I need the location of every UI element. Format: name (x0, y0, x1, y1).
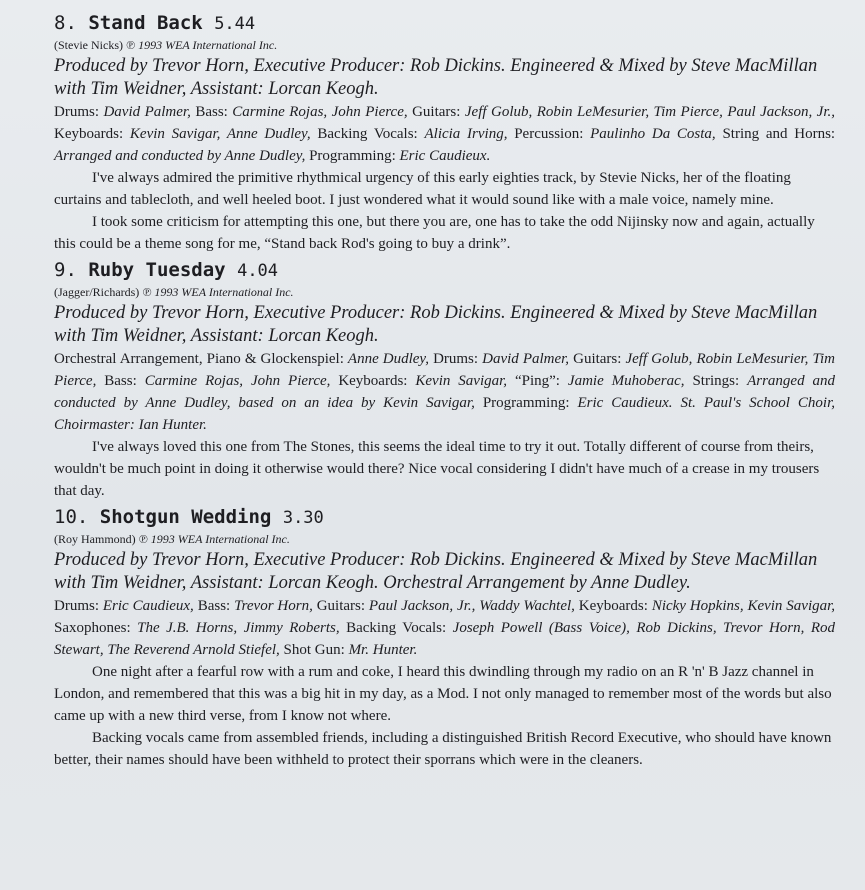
songwriter-credit (54, 531, 835, 548)
credit-name: Eric Caudieux. (399, 148, 491, 164)
track-heading (54, 504, 835, 531)
credit-role: Programming: (309, 148, 396, 164)
commentary-paragraph: Backing vocals came from assembled friends, including a distinguished British Record Executive, who should have known better, their names should have been withheld to protect their sporrans which were in the cleaners. (54, 730, 832, 768)
copyright-line: ℗ 1993 WEA International Inc. (142, 285, 294, 299)
credit-role: Backing Vocals: (317, 126, 418, 142)
musician-credits (54, 595, 835, 661)
credit-role: Orchestral Arrangement, Piano & Glockenspiel: (54, 351, 344, 367)
track-9 (54, 257, 835, 502)
production-credit: Produced by Trevor Horn, Executive Producer: Rob Dickins. Engineered & Mixed by Steve MacMillan with Tim Weidner, Assistant: Lorcan Keogh. (54, 303, 818, 346)
credit-name: Mr. Hunter. (348, 642, 418, 658)
credit-name: Arranged and conducted by Anne Dudley, based on an idea by Kevin Savigar, (54, 373, 835, 411)
production-credit: Produced by Trevor Horn, Executive Producer: Rob Dickins. Engineered & Mixed by Steve MacMillan with Tim Weidner, Assistant: Lorcan Keogh. (54, 56, 818, 99)
credit-name: Kevin Savigar, (415, 373, 508, 389)
credit-name: Anne Dudley, (347, 351, 430, 367)
track-heading (54, 10, 835, 37)
credit-name: Jeff Golub, Robin LeMesurier, Tim Pierce, Paul Jackson, Jr., (464, 104, 835, 120)
track-10 (54, 504, 835, 771)
credit-role: Saxophones: (54, 620, 131, 636)
credit-name: Alicia Irving, (424, 126, 508, 142)
credit-role: “Ping”: (514, 373, 560, 389)
songwriter: (Jagger/Richards) (54, 285, 140, 299)
credit-name: Eric Caudieux. St. Paul's School Choir, Choirmaster: Ian Hunter. (54, 395, 836, 433)
credit-role: Backing Vocals: (346, 620, 447, 636)
credit-role: Keyboards: (54, 126, 124, 142)
songwriter-credit (54, 37, 835, 54)
commentary-paragraph: I've always loved this one from The Stones, this seems the ideal time to try it out. Totally different of course from theirs, wouldn't be much point in doing it otherwise would there? Nice vocal considering I didn't have much of a crease in my trousers that day. (54, 439, 820, 499)
track-title: Shotgun Wedding (99, 506, 272, 528)
credit-role: Guitars: (573, 351, 622, 367)
commentary-paragraph: I've always admired the primitive rhythmical urgency of this early eighties track, by Stevie Nicks, her of the floating curtains and tablecloth, and well heeled boot. I just wondered what it would sound like with a male voice, namely mine. (54, 170, 791, 208)
copyright-line: ℗ 1993 WEA International Inc. (125, 38, 278, 52)
credit-name: Carmine Rojas, John Pierce, (232, 104, 408, 120)
credit-role: Guitars: (412, 104, 461, 120)
credit-role: Programming: (482, 395, 570, 411)
credit-role: Keyboards: (338, 373, 408, 389)
credit-role: Shot Gun: (283, 642, 345, 658)
credit-name: Paul Jackson, Jr., Waddy Wachtel, (368, 598, 575, 614)
track-number: 9. (54, 259, 77, 281)
commentary-paragraph: One night after a fearful row with a rum and coke, I heard this dwindling through my radio on an R 'n' B Jazz channel in London, and remembered that this was a big hit in my day, as a Mod. I not only managed to remember most of the words but also came up with a new third verse, from I know not where. (54, 664, 832, 724)
track-title: Stand Back (88, 12, 203, 34)
credit-name: The J.B. Horns, Jimmy Roberts, (137, 620, 340, 636)
songwriter: (Stevie Nicks) (54, 38, 123, 52)
credit-role: Drums: (54, 104, 99, 120)
credit-name: Arranged and conducted by Anne Dudley, (54, 148, 306, 164)
track-heading (54, 257, 835, 284)
credit-role: String and Horns: (722, 126, 836, 142)
credit-name: David Palmer, (482, 351, 570, 367)
credit-name: Jeff Golub, Robin LeMesurier, Tim Pierce, (54, 351, 835, 389)
track-duration: 4.04 (237, 261, 279, 281)
credit-name: Carmine Rojas, John Pierce, (144, 373, 331, 389)
credit-role: Bass: (195, 104, 228, 120)
credit-name: Eric Caudieux, (102, 598, 194, 614)
credit-role: Bass: (104, 373, 137, 389)
copyright-line: ℗ 1993 WEA International Inc. (138, 532, 290, 546)
track-title: Ruby Tuesday (88, 259, 226, 281)
credit-role: Strings: (692, 373, 740, 389)
songwriter-credit (54, 284, 835, 301)
commentary-paragraph: I took some criticism for attempting this one, but there you are, one has to take the odd Nijinsky now and again, actually this could be a theme song for me, “Stand back Rod's going to buy a drink”. (54, 214, 815, 252)
credit-name: Joseph Powell (Bass Voice), Rob Dickins, Trevor Horn, Rod Stewart, The Reverend Arnold Stiefel, (54, 620, 836, 658)
production-credit: Produced by Trevor Horn, Executive Producer: Rob Dickins. Engineered & Mixed by Steve MacMillan with Tim Weidner, Assistant: Lorcan Keogh. Orchestral Arrangement by Anne Dudley. (54, 550, 818, 593)
songwriter: (Roy Hammond) (54, 532, 136, 546)
track-duration: 3.30 (282, 508, 324, 528)
credit-name: Jamie Muhoberac, (567, 373, 685, 389)
credit-role: Drums: (54, 598, 99, 614)
credit-name: Paulinho Da Costa, (590, 126, 716, 142)
credit-role: Guitars: (316, 598, 366, 614)
credit-name: Kevin Savigar, Anne Dudley, (129, 126, 311, 142)
credit-role: Drums: (433, 351, 479, 367)
credit-role: Percussion: (514, 126, 584, 142)
credit-name: David Palmer, (103, 104, 191, 120)
credit-name: Nicky Hopkins, Kevin Savigar, (651, 598, 836, 614)
credit-role: Keyboards: (578, 598, 648, 614)
track-8 (54, 10, 835, 255)
credit-name: Trevor Horn, (234, 598, 313, 614)
credit-role: Bass: (197, 598, 231, 614)
musician-credits (54, 348, 835, 436)
musician-credits (54, 101, 835, 167)
track-duration: 5.44 (214, 14, 256, 34)
track-number: 10. (54, 506, 89, 528)
track-number: 8. (54, 12, 77, 34)
